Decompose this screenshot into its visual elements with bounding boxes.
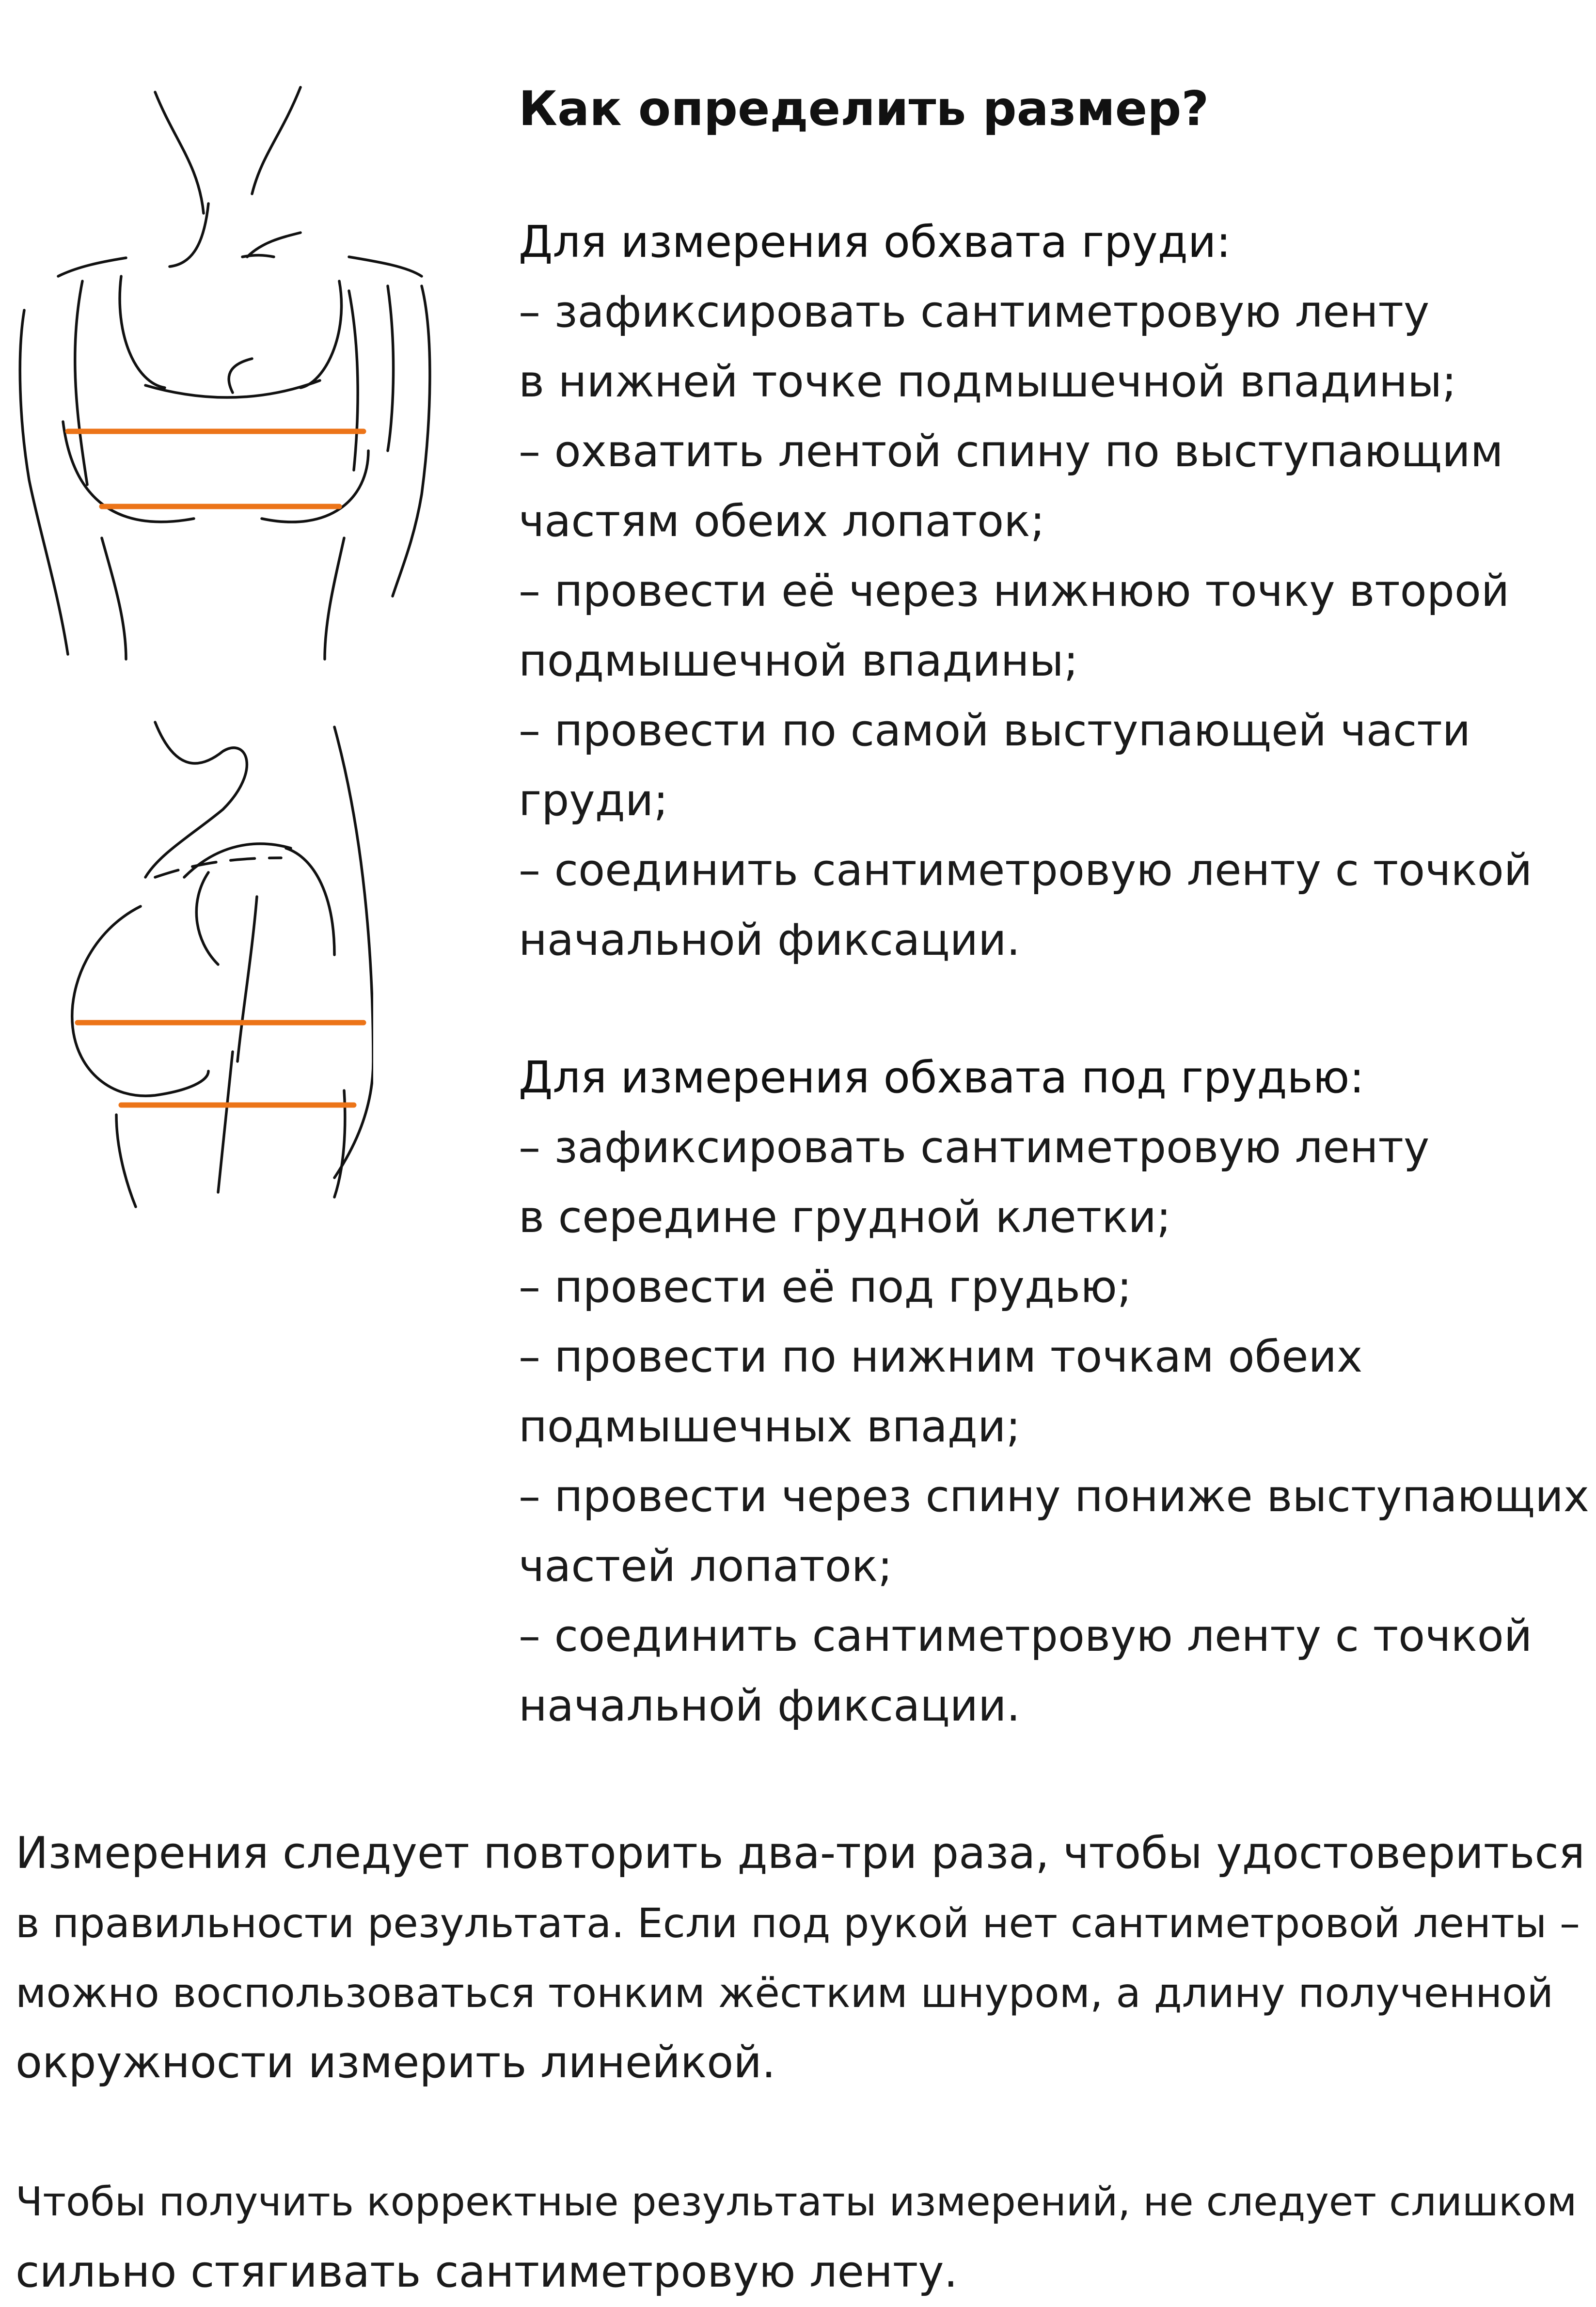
instruction-line: в нижней точке подмышечной впадины; xyxy=(519,356,1457,407)
page-title: Как определить размер? xyxy=(519,81,1209,137)
note-line: можно воспользоваться тонким жёстким шнуром, а длину полученной xyxy=(16,1969,1554,2017)
neck-curve xyxy=(145,722,247,877)
note-line: в правильности результата. Если под рукой нет сантиметровой ленты – xyxy=(16,1899,1580,1947)
instruction-line: – охватить лентой спину по выступающим xyxy=(519,426,1503,477)
bra-left-strap xyxy=(120,276,165,388)
instruction-line: подмышечных впади; xyxy=(519,1401,1021,1452)
side-torso-illustration xyxy=(63,712,373,1217)
underbust-measure-section xyxy=(519,1043,1592,1741)
note-tape-tension xyxy=(16,2167,1586,2307)
instruction-line: – соединить сантиметровую ленту с точкой xyxy=(519,845,1533,896)
neck-right-line xyxy=(252,87,300,194)
instruction-line: – провести её под грудью; xyxy=(519,1262,1132,1312)
torso-right xyxy=(349,291,358,470)
instruction-line: – провести по самой выступающей части xyxy=(519,705,1471,756)
instruction-line: подмышечной впадины; xyxy=(519,635,1078,686)
front-torso-illustration xyxy=(10,82,436,664)
back-line xyxy=(334,727,373,1178)
arm-dashes xyxy=(155,858,281,877)
bra-right-strap xyxy=(300,281,342,388)
note-line: Чтобы получить корректные результаты измерений, не следует слишком xyxy=(16,2179,1577,2225)
instruction-line: груди; xyxy=(519,775,668,826)
bra-band-right xyxy=(262,451,368,522)
instruction-line: начальной фиксации. xyxy=(519,915,1021,965)
instruction-line: – провести по нижним точкам обеих xyxy=(519,1331,1363,1382)
instruction-line: – зафиксировать сантиметровую ленту xyxy=(519,1122,1430,1173)
arm-inner xyxy=(237,897,257,1061)
arm-left-outer xyxy=(20,310,68,654)
shoulder-right xyxy=(349,257,422,276)
instruction-line: – соединить сантиметровую ленту с точкой xyxy=(519,1611,1533,1661)
arm-front xyxy=(286,848,334,955)
bra-top xyxy=(145,380,320,397)
instruction-line: частей лопаток; xyxy=(519,1541,893,1592)
note-line: сильно стягивать сантиметровую ленту. xyxy=(16,2246,958,2297)
breast-curve xyxy=(72,906,208,1096)
torso-left xyxy=(75,281,87,485)
waist-right xyxy=(325,538,344,659)
note-line: окружности измерить линейкой. xyxy=(16,2037,776,2088)
bust-measure-section xyxy=(519,207,1592,975)
instruction-line: начальной фиксации. xyxy=(519,1680,1021,1731)
shoulder-left xyxy=(58,258,126,276)
sternum-mark xyxy=(242,255,274,257)
section-heading: Для измерения обхвата под грудью: xyxy=(519,1052,1364,1103)
collarbone-right xyxy=(247,233,300,257)
note-line: Измерения следует повторить два-три раза, чтобы удостовериться xyxy=(16,1828,1585,1879)
instruction-line: частям обеих лопаток; xyxy=(519,496,1045,547)
notes-block xyxy=(16,1818,1586,2307)
waist-left xyxy=(102,538,126,659)
instruction-line: – зафиксировать сантиметровую ленту xyxy=(519,286,1430,337)
instruction-line: в середине грудной клетки; xyxy=(519,1192,1171,1243)
arm-right-outer xyxy=(393,286,430,596)
note-repeat-measurement xyxy=(16,1818,1586,2098)
breast-inner xyxy=(196,872,218,964)
arm-right-inner xyxy=(388,286,394,451)
neck-left-line xyxy=(155,92,204,213)
instruction-line: – провести через спину пониже выступающих xyxy=(519,1471,1589,1522)
bra-center xyxy=(229,359,252,393)
section-heading: Для измерения обхвата груди: xyxy=(519,217,1231,268)
underarm-line xyxy=(218,1052,233,1192)
instruction-line: – провести её через нижнюю точку второй xyxy=(519,566,1510,616)
front-waist xyxy=(116,1115,136,1207)
instructions-column xyxy=(519,73,1592,1741)
